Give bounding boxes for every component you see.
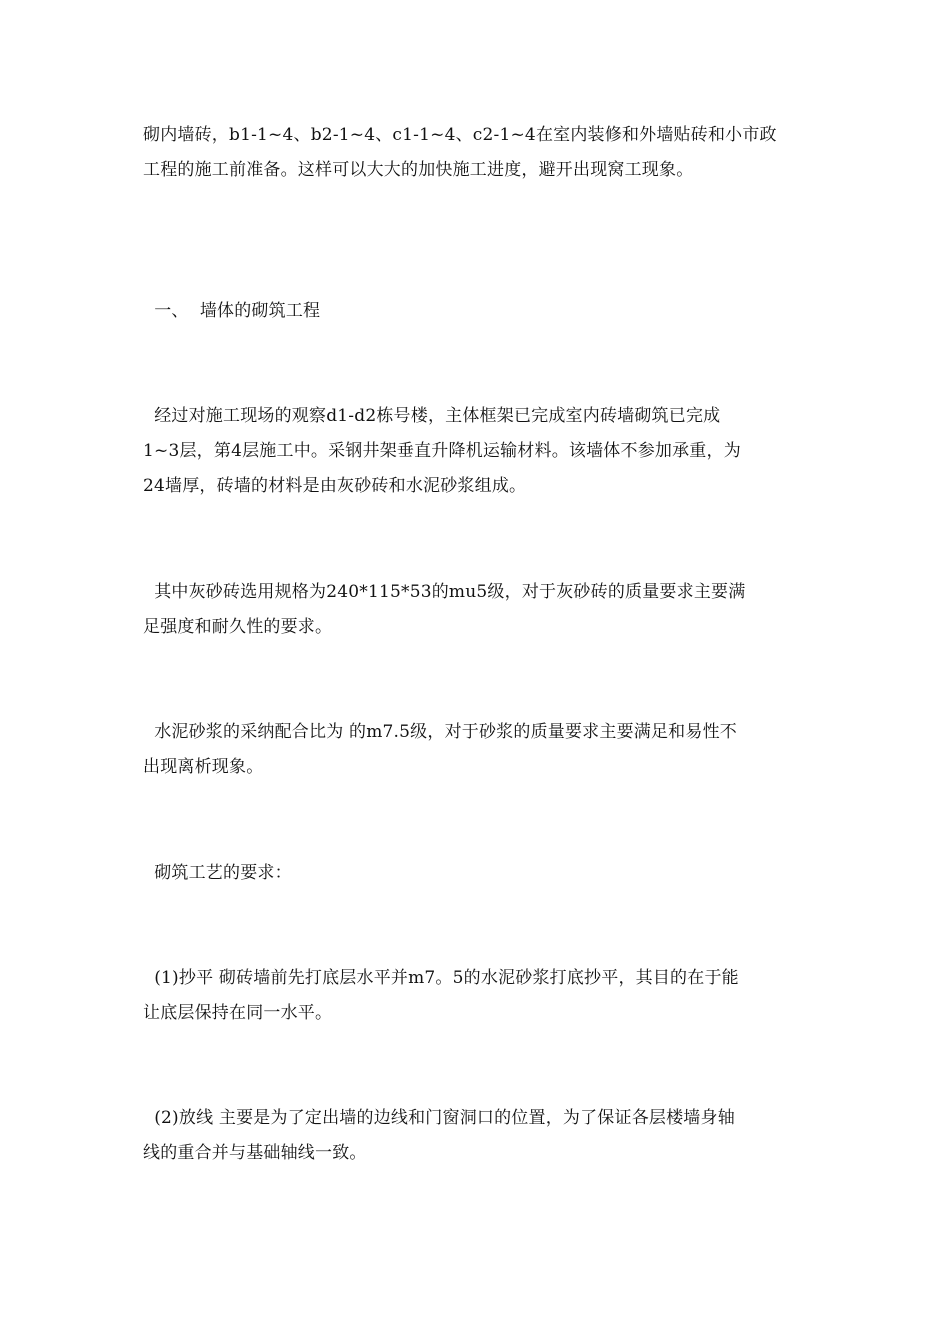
paragraph-line: 24墙厚，砖墙的材料是由灰砂砖和水泥砂浆组成。 xyxy=(143,476,527,496)
paragraph-line: 出现离析现象。 xyxy=(143,757,264,777)
paragraph-line: 1~3层，第4层施工中。采钢井架垂直升降机运输材料。该墙体不参加承重，为 xyxy=(143,441,741,461)
paragraph-line: 其中灰砂砖选用规格为240*115*53的mu5级，对于灰砂砖的质量要求主要满 xyxy=(143,582,746,602)
paragraph-line: (1)抄平 砌砖墙前先打底层水平并m7。5的水泥砂浆打底抄平，其目的在于能 xyxy=(143,968,739,988)
paragraph-line: 线的重合并与基础轴线一致。 xyxy=(143,1143,367,1163)
paragraph-line: 工程的施工前准备。这样可以大大的加快施工进度，避开出现窝工现象。 xyxy=(143,160,694,180)
heading-line: 砌筑工艺的要求： xyxy=(143,863,292,883)
process-heading xyxy=(143,856,815,891)
paragraph-site-observation xyxy=(143,399,815,504)
paragraph-intro xyxy=(143,118,815,188)
paragraph-step-1 xyxy=(143,961,815,1031)
paragraph-line: 经过对施工现场的观察d1-d2栋号楼，主体框架已完成室内砖墙砌筑已完成 xyxy=(143,406,721,426)
paragraph-mortar-spec xyxy=(143,715,815,785)
paragraph-brick-spec xyxy=(143,575,815,645)
paragraph-line: 让底层保持在同一水平。 xyxy=(143,1003,333,1023)
paragraph-line: (2)放线 主要是为了定出墙的边线和门窗洞口的位置，为了保证各层楼墙身轴 xyxy=(143,1108,735,1128)
section-heading xyxy=(143,294,815,329)
paragraph-line: 足强度和耐久性的要求。 xyxy=(143,617,333,637)
heading-line: 一、 墙体的砌筑工程 xyxy=(143,301,321,321)
paragraph-line: 砌内墙砖，b1-1~4、b2-1~4、c1-1~4、c2-1~4在室内装修和外墙贴砖和小市政 xyxy=(143,125,777,145)
paragraph-step-2 xyxy=(143,1101,815,1171)
paragraph-line: 水泥砂浆的采纳配合比为 的m7.5级，对于砂浆的质量要求主要满足和易性不 xyxy=(143,722,737,742)
